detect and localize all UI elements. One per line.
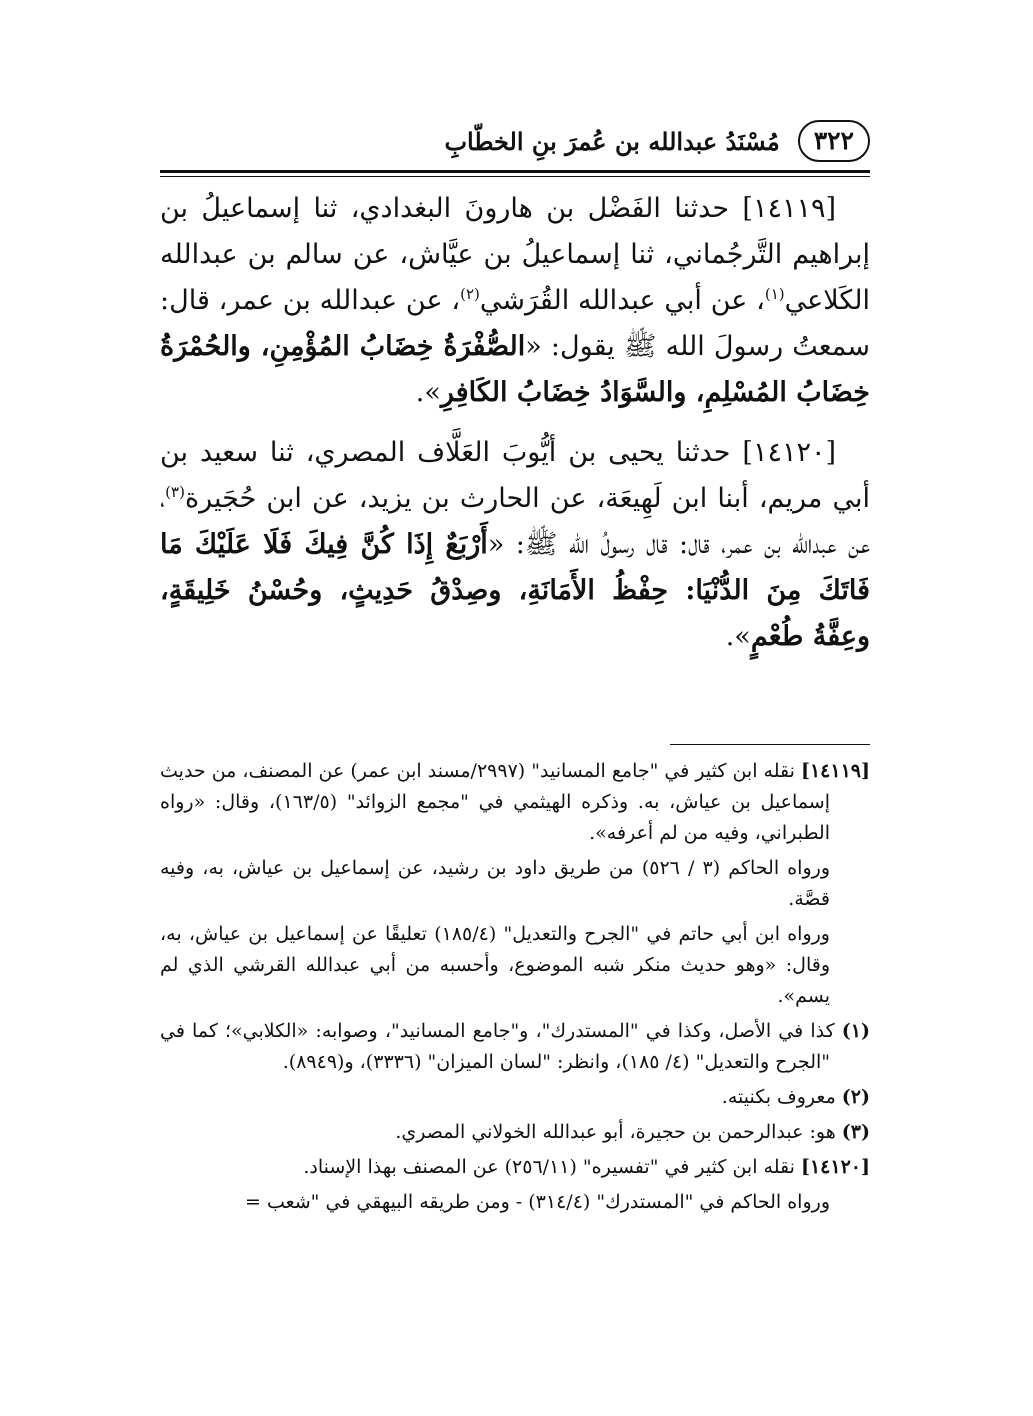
isnad: حدثنا الفَضْل بن هارونَ البغدادي، ثنا إسماعيلُ بن إبراهيم التَّرجُماني، ثنا إسماعيلُ بن عيَّاش، عن سالم بن عبدالله الكَلاعي — [160, 193, 870, 316]
footnote-mark: (٣) — [841, 1121, 870, 1143]
footnote-text: كذا في الأصل، وكذا في "المستدرك"، و"جامع المسانيد"، وصوابه: «الكلابي»؛ كما في "الجرح والتعديل" (٤/ ١٨٥)، وانظر: "لسان الميزان" (٣٣٣٦)، و(٨٩٤٩). — [160, 1020, 842, 1073]
footnote-14120-continued: ورواه الحاكم في "المستدرك" (٣١٤/٤) - ومن طريقه البيهقي في "شعب = — [244, 1191, 830, 1213]
footnotes — [160, 756, 870, 1222]
hadith-matn: الصُّفْرَةُ خِضَابُ المُؤْمِنِ، والحُمْرَةُ خِضَابُ المُسْلِمِ، والسَّوَادُ خِضَابُ الكَافِرِ — [160, 331, 870, 408]
running-title: مُسْنَدُ عبدالله بن عُمرَ بنِ الخطّابِ — [444, 126, 780, 156]
footnote-text: هو: عبدالرحمن بن حجيرة، أبو عبدالله الخولاني المصري. — [395, 1121, 842, 1143]
footnote-separator — [670, 744, 870, 745]
header-rule-thick — [160, 170, 870, 173]
footnote-2 — [160, 1082, 870, 1113]
page-header — [160, 118, 870, 164]
footnote-ref-2: (٢) — [460, 285, 480, 303]
hadith-end: ». — [415, 377, 441, 408]
footnote-14119-continued: ورواه ابن أبي حاتم في "الجرح والتعديل" (١٨٥/٤) تعليقًا عن إسماعيل بن عياش، به، وقال: «وهو حديث منكر شبه الموضوع، وأحسبه من أبي عبدالله القرشي الذي لم يسم». — [160, 923, 830, 1007]
hadith-number: [١٤١٢٠] — [742, 437, 836, 468]
hadith-14120 — [160, 430, 870, 660]
isnad: حدثنا يحيى بن أيُّوبَ العَلَّاف المصري، ثنا سعيد بن أبي مريم، أبنا ابن لَهِيعَة، عن الحارث بن يزيد، عن ابن حُجَيرة — [160, 437, 870, 514]
footnote-mark: [١٤١١٩] — [800, 760, 870, 782]
footnote-1 — [160, 1016, 870, 1078]
footnote-mark: (٢) — [841, 1086, 870, 1108]
hadith-end: ». — [725, 621, 751, 652]
footnote-14119-continued: ورواه الحاكم (٣ / ٥٢٦) من طريق داود بن رشيد، عن إسماعيل بن عياش، به، وفيه قصَّة. — [160, 857, 830, 910]
footnote-14120 — [160, 1152, 870, 1183]
isnad: ، عن عبدالله بن عمر، قال: سمعتُ رسولَ الله ﷺ يقول: « — [160, 285, 870, 362]
footnote-3 — [160, 1117, 870, 1148]
footnote-mark: (١) — [841, 1020, 870, 1042]
hadith-number: [١٤١١٩] — [742, 193, 836, 224]
isnad: ، عن عبدالله بن عمر، قال: قال رسولُ الله ﷺ: « — [160, 483, 871, 560]
footnote-mark: [١٤١٢٠] — [800, 1156, 870, 1178]
footnote-text: معروف بكنيته. — [721, 1086, 842, 1108]
footnote-text: نقله ابن كثير في "جامع المسانيد" (٢٩٩٧/مسند ابن عمر) عن المصنف، من حديث إسماعيل بن عياش، به. وذكره الهيثمي في "مجمع الزوائد" (١٦٣/٥)، وقال: «رواه الطبراني، وفيه من لم أعرفه». — [160, 760, 830, 844]
footnote-ref-3: (٣) — [165, 483, 185, 501]
hadith-matn: أَرْبَعٌ إِذَا كُنَّ فِيكَ فَلَا عَلَيْكَ مَا فَاتَكَ مِنَ الدُّنْيَا: حِفْظُ الأَمَانَةِ، وصِدْقُ حَدِيثٍ، وحُسْنُ خَلِيقَةٍ، وعِفَّةُ طُعْمٍ — [160, 529, 870, 652]
footnote-ref-1: (١) — [764, 285, 785, 303]
page-number: ٣٢٢ — [798, 120, 870, 162]
main-text — [160, 186, 870, 674]
hadith-14119 — [160, 186, 870, 416]
footnote-text: نقله ابن كثير في "تفسيره" (٢٥٦/١١) عن المصنف بهذا الإسناد. — [303, 1156, 801, 1178]
footnote-14119 — [160, 756, 870, 849]
header-rule-thin — [160, 176, 870, 177]
isnad: ، عن أبي عبدالله القُرَشي — [479, 285, 765, 316]
